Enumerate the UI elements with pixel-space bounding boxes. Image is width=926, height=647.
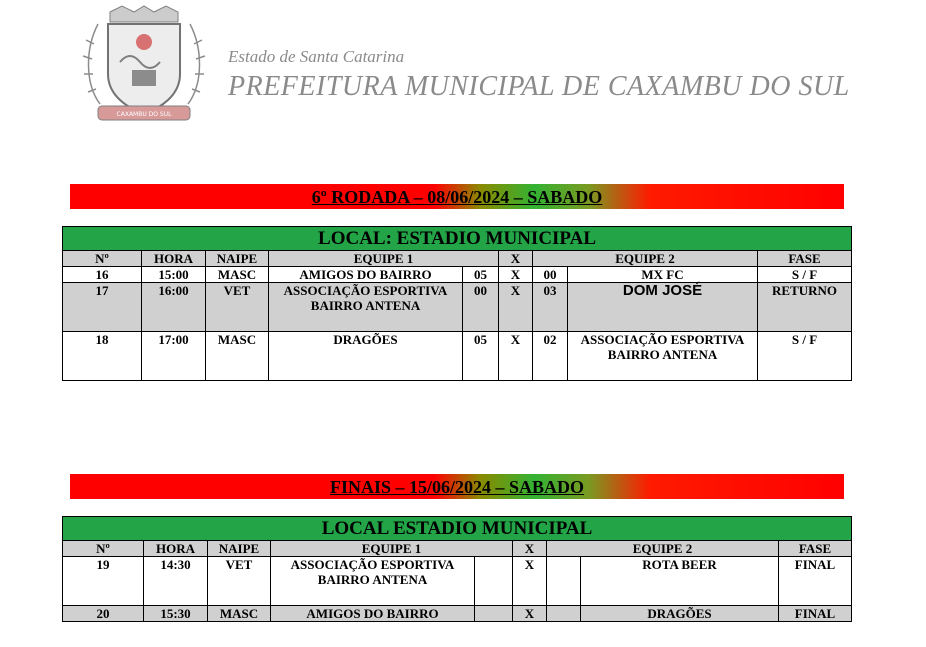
game-score1: 05 <box>463 267 499 283</box>
game-score2: 00 <box>533 267 568 283</box>
col-hora: HORA <box>142 251 206 267</box>
col-num: Nº <box>63 541 144 557</box>
game-score1 <box>475 557 513 606</box>
game-naipe: MASC <box>206 332 269 381</box>
round6-table <box>62 226 852 381</box>
game-naipe: MASC <box>208 606 271 622</box>
game-num: 17 <box>63 283 142 332</box>
game-equipe1: DRAGÕES <box>269 332 463 381</box>
game-fase: S / F <box>758 332 852 381</box>
game-score2: 02 <box>533 332 568 381</box>
table-row <box>63 283 852 332</box>
local-title: LOCAL ESTADIO MUNICIPAL <box>63 517 852 541</box>
game-score2: 03 <box>533 283 568 332</box>
game-x: X <box>513 557 547 606</box>
game-hora: 14:30 <box>144 557 208 606</box>
col-fase: FASE <box>758 251 852 267</box>
game-fase: RETURNO <box>758 283 852 332</box>
game-equipe2: MX FC <box>568 267 758 283</box>
col-naipe: NAIPE <box>206 251 269 267</box>
game-score2 <box>547 606 581 622</box>
game-fase: S / F <box>758 267 852 283</box>
col-x: X <box>513 541 547 557</box>
game-x: X <box>499 283 533 332</box>
game-score1: 05 <box>463 332 499 381</box>
col-equipe1: EQUIPE 1 <box>269 251 499 267</box>
game-num: 19 <box>63 557 144 606</box>
round-title-bar: 6º RODADA – 08/06/2024 – SABADO <box>70 184 844 209</box>
prefeitura-title: PREFEITURA MUNICIPAL DE CAXAMBU DO SUL <box>228 71 850 102</box>
state-name: Estado de Santa Catarina <box>228 47 405 66</box>
game-hora: 16:00 <box>142 283 206 332</box>
header-row <box>63 541 852 557</box>
game-equipe1: ASSOCIAÇÃO ESPORTIVA BAIRRO ANTENA <box>269 283 463 332</box>
game-naipe: MASC <box>206 267 269 283</box>
table-row <box>63 606 852 622</box>
game-x: X <box>499 332 533 381</box>
game-naipe: VET <box>208 557 271 606</box>
game-equipe1: AMIGOS DO BAIRRO <box>271 606 475 622</box>
col-equipe2: EQUIPE 2 <box>533 251 758 267</box>
table-row <box>63 332 852 381</box>
col-hora: HORA <box>144 541 208 557</box>
col-x: X <box>499 251 533 267</box>
game-hora: 15:30 <box>144 606 208 622</box>
game-x: X <box>513 606 547 622</box>
game-score1: 00 <box>463 283 499 332</box>
game-equipe1: AMIGOS DO BAIRRO <box>269 267 463 283</box>
game-equipe2: ROTA BEER <box>581 557 779 606</box>
game-equipe2: ASSOCIAÇÃO ESPORTIVA BAIRRO ANTENA <box>568 332 758 381</box>
game-equipe2: DOM JOSÉ <box>568 283 758 332</box>
header-row <box>63 251 852 267</box>
col-naipe: NAIPE <box>208 541 271 557</box>
finals-table <box>62 516 852 622</box>
col-fase: FASE <box>779 541 852 557</box>
game-fase: FINAL <box>779 557 852 606</box>
game-score2 <box>547 557 581 606</box>
game-equipe1: ASSOCIAÇÃO ESPORTIVA BAIRRO ANTENA <box>271 557 475 606</box>
svg-text:CAXAMBU DO SUL: CAXAMBU DO SUL <box>116 111 172 118</box>
col-equipe1: EQUIPE 1 <box>271 541 513 557</box>
game-naipe: VET <box>206 283 269 332</box>
col-num: Nº <box>63 251 142 267</box>
game-equipe2: DRAGÕES <box>581 606 779 622</box>
game-hora: 15:00 <box>142 267 206 283</box>
game-fase: FINAL <box>779 606 852 622</box>
finals-title-bar: FINAIS – 15/06/2024 – SABADO <box>70 474 844 499</box>
col-equipe2: EQUIPE 2 <box>547 541 779 557</box>
local-row <box>63 517 852 541</box>
game-num: 16 <box>63 267 142 283</box>
local-title: LOCAL: ESTADIO MUNICIPAL <box>63 227 852 251</box>
local-row <box>63 227 852 251</box>
game-hora: 17:00 <box>142 332 206 381</box>
coat-of-arms-icon <box>80 4 208 134</box>
table-row <box>63 267 852 283</box>
game-score1 <box>475 606 513 622</box>
game-num: 20 <box>63 606 144 622</box>
game-num: 18 <box>63 332 142 381</box>
game-x: X <box>499 267 533 283</box>
table-row <box>63 557 852 606</box>
